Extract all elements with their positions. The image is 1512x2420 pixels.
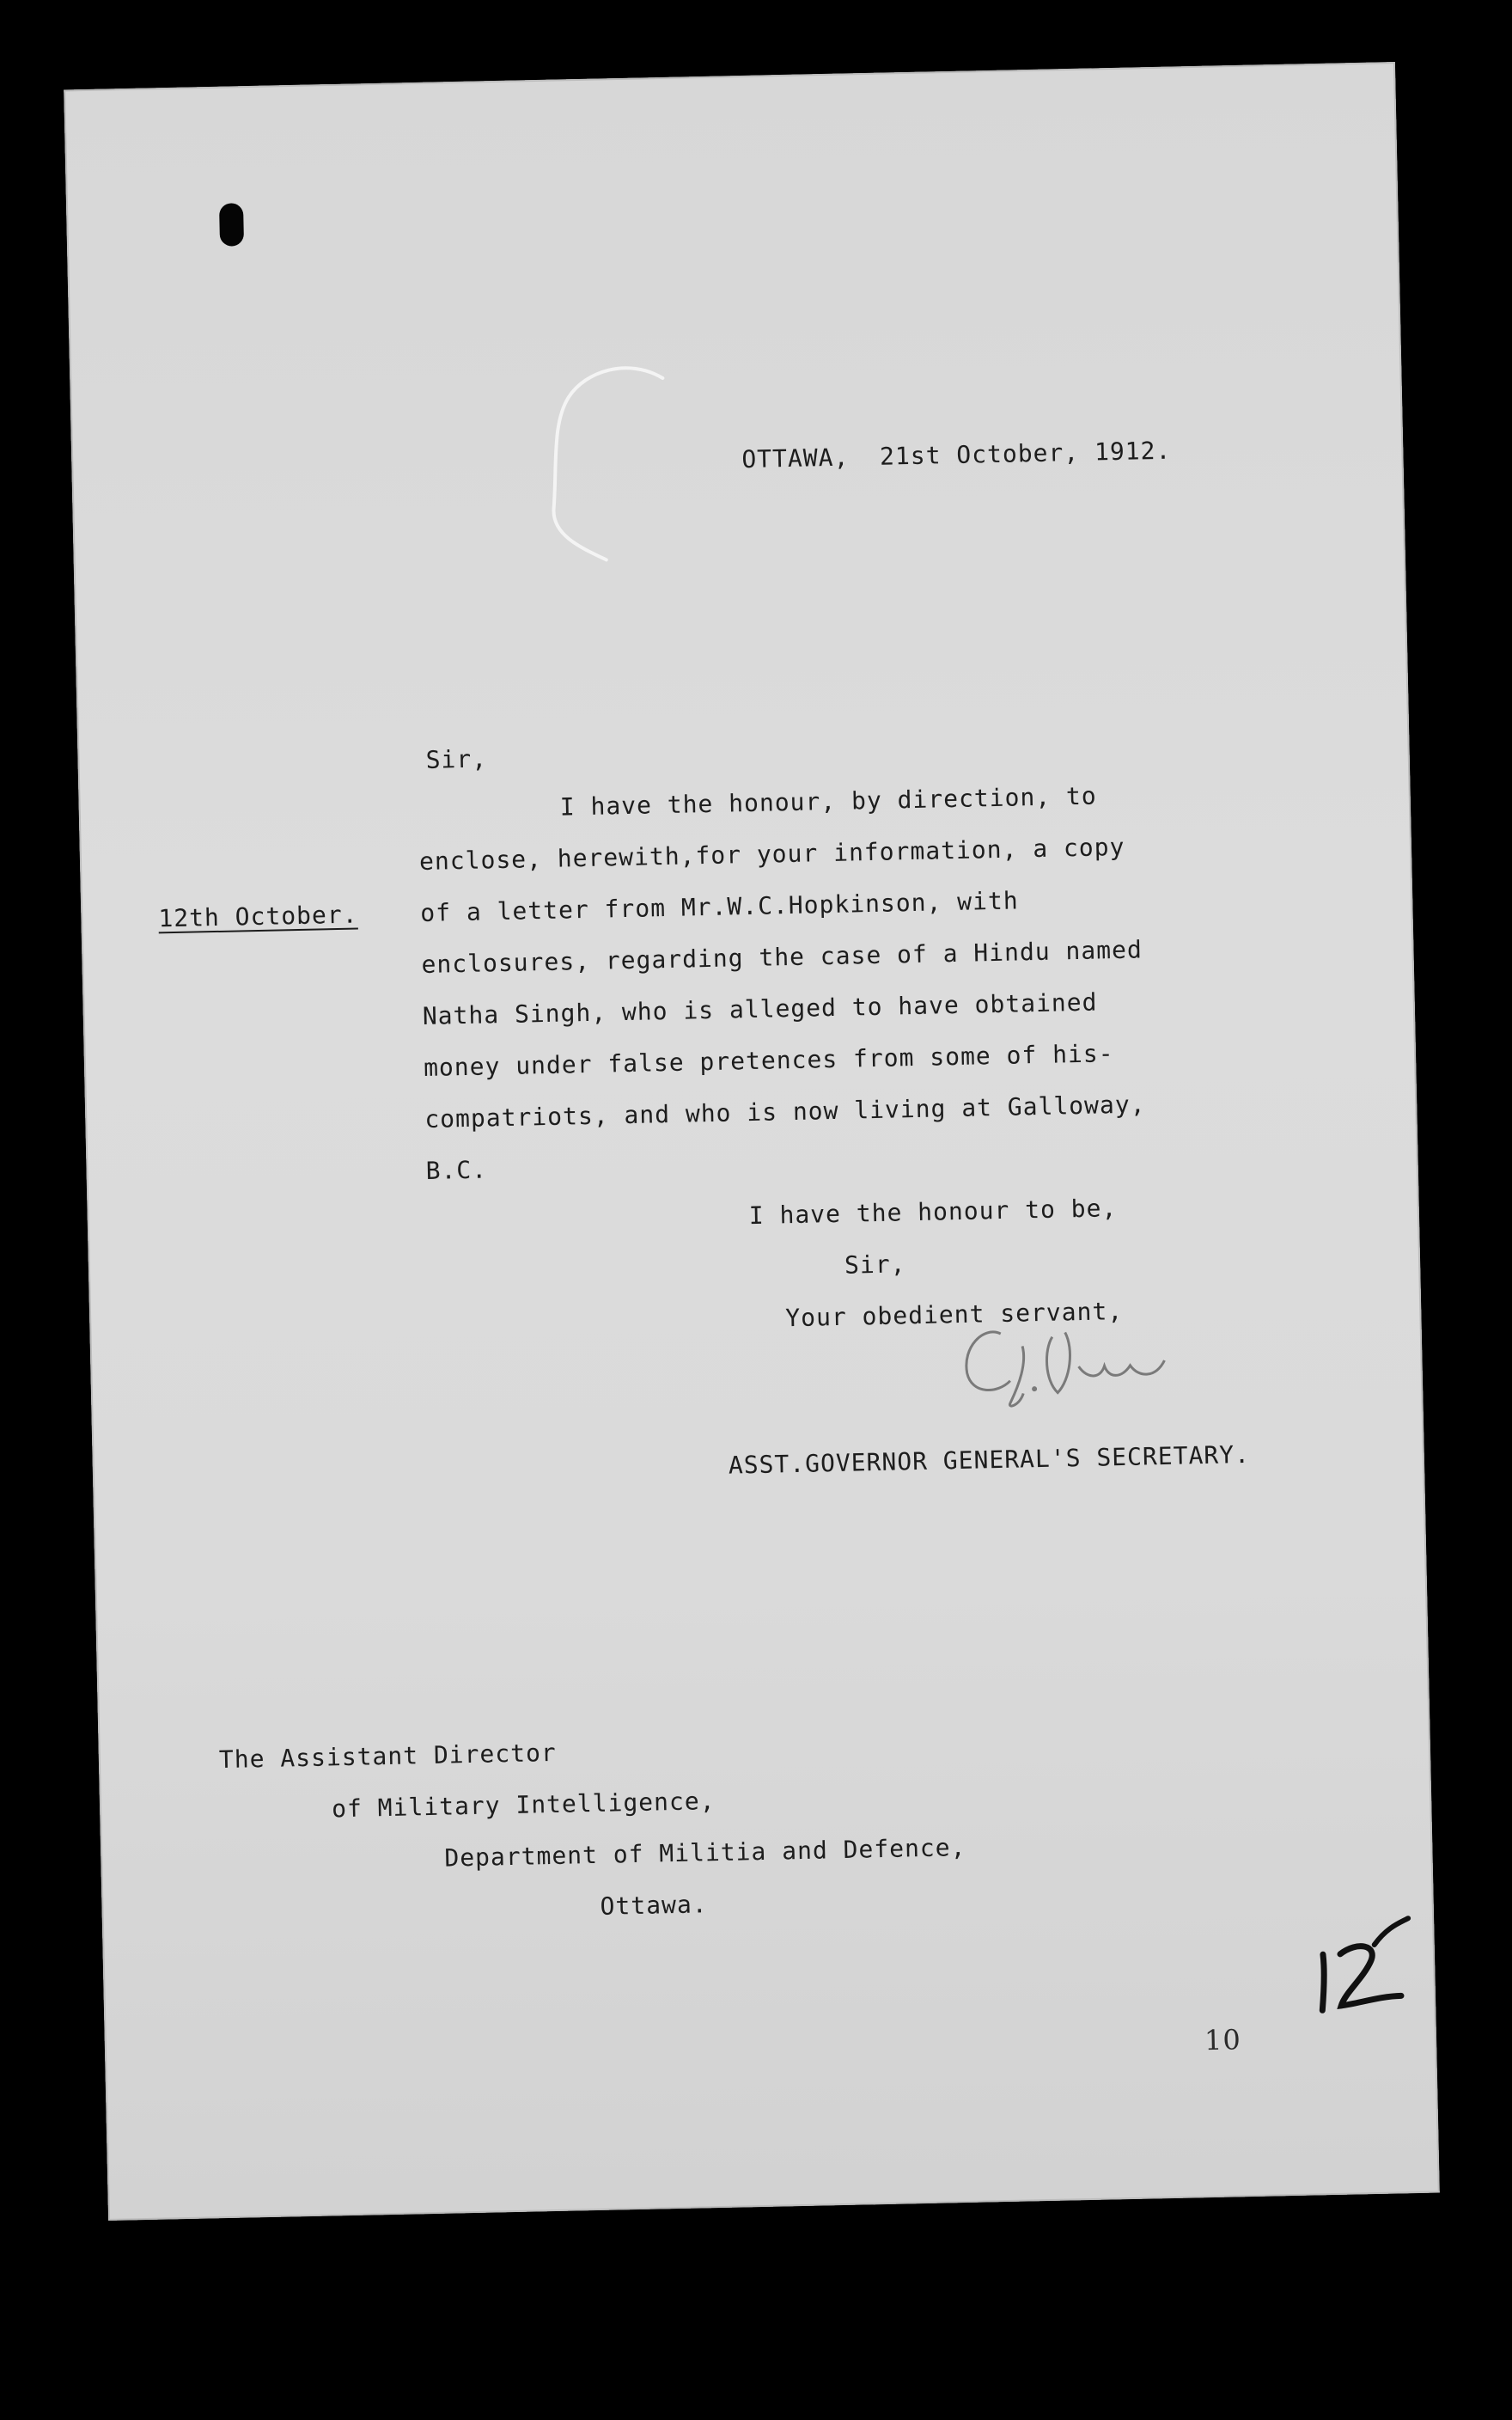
handwritten-signature [948, 1295, 1209, 1421]
body-line: Natha Singh, who is alleged to have obtained [422, 987, 1098, 1030]
page-number: 10 [1204, 2023, 1242, 2057]
handwritten-folio-mark [1305, 1910, 1419, 2024]
address-line: Ottawa. [600, 1890, 708, 1921]
body-line: of a letter from Mr.W.C.Hopkinson, with [420, 886, 1020, 928]
dateline: OTTAWA, 21st October, 1912. [741, 436, 1172, 474]
body-line: enclose, herewith,for your information, a copy [418, 832, 1125, 877]
closing-line-3: Your obedient servant, [784, 1296, 1124, 1333]
body-line: compatriots, and who is now living at Galloway, [424, 1090, 1146, 1134]
handwritten-bracket-mark [533, 360, 692, 570]
body-line: I have the honour, by direction, to [559, 781, 1098, 822]
body-line: B.C. [425, 1155, 488, 1185]
letter-page [64, 62, 1440, 2221]
body-line: enclosures, regarding the case of a Hindu named [421, 935, 1143, 980]
signature-title: ASST.GOVERNOR GENERAL'S SECRETARY. [728, 1439, 1251, 1480]
address-line: The Assistant Director [218, 1738, 558, 1775]
margin-reference: 12th October. [158, 900, 358, 933]
punch-hole [219, 203, 244, 247]
closing-line-2: Sir, [844, 1250, 906, 1280]
salutation: Sir, [425, 744, 488, 774]
address-line: of Military Intelligence, [331, 1787, 716, 1824]
address-line: Department of Militia and Defence, [444, 1832, 966, 1873]
body-line: money under false pretences from some of his- [423, 1039, 1114, 1082]
closing-line-1: I have the honour to be, [748, 1194, 1118, 1231]
